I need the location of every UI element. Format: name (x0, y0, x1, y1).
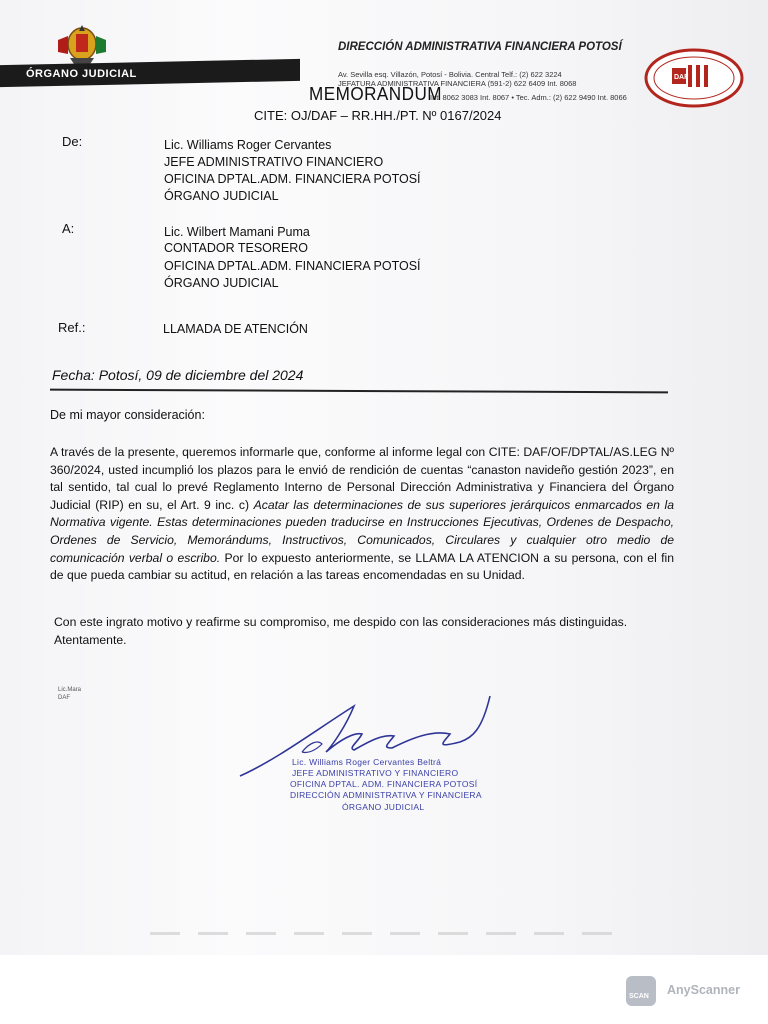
cite-number: CITE: OJ/DAF – RR.HH./PT. Nº 0167/2024 (254, 108, 502, 123)
initials-line: DAF (58, 695, 70, 701)
ref-value: LLAMADA DE ATENCIÓN (163, 322, 308, 336)
date-line: Fecha: Potosí, 09 de diciembre del 2024 (52, 367, 304, 383)
stamp-position: JEFE ADMINISTRATIVO Y FINANCIERO (292, 768, 459, 778)
initials (58, 686, 81, 702)
scanner-app-icon (626, 976, 656, 1006)
bolivia-coat-of-arms-icon (52, 22, 112, 68)
initials-line: Lic.Mara (58, 687, 82, 693)
svg-text:DAF: DAF (674, 74, 689, 81)
scanner-badge: SCAN (629, 993, 649, 1000)
body-text: Por lo expuesto anteriormente, se LLAMA LA ATENCION a su persona, con el fin de que pueda cambiar su actitud, en relación a las tareas encomendadas en su Unidad. (50, 550, 674, 583)
from-office: OFICINA DPTAL.ADM. FINANCIERA POTOSÍ (164, 172, 421, 186)
daf-seal-logo (644, 48, 744, 108)
closing-text: Con este ingrato motivo y reafirme su compromiso, me despido con las consideraciones más distinguidas. (54, 615, 628, 629)
address-line: Int. 8062 3083 Int. 8067 • Tec. Adm.: (2) 622 9490 Int. 8066 (430, 93, 627, 102)
stamp-office: OFICINA DPTAL. ADM. FINANCIERA POTOSÍ (290, 779, 478, 789)
to-position: CONTADOR TESORERO (164, 241, 308, 255)
body-text: A través de la presente, queremos informarle que, conforme al informe legal con CITE: DAF/OF/DPTAL/AS.LEG Nº 360/2024, usted incumplió los plazos para le envió de rendición de cuentas “canaston navideño gestión 2023”, en tal sentido, tal cual lo prevé Reglamento Interno de Personal Dirección Administrativa y Financiera del Órgano Judicial (RIP) en su, el Art. 9 inc. c) (50, 445, 674, 512)
stamp-name: Lic. Williams Roger Cervantes Beltrá (292, 757, 442, 767)
to-organ: ÓRGANO JUDICIAL (164, 276, 279, 290)
to-label: A: (62, 221, 75, 236)
body-quote: Acatar las determinaciones de sus superiores jerárquicos enmarcados en la Normativa vigente. Estas determinaciones pueden traducirse en Instrucciones Ejecutivas, Ordenes de Despacho, Ordenes de Servicio, Memorándums, Instructivos, Comunicados, Circulares y cualquier otro medio de comunicación verbal o escribo. (50, 497, 674, 565)
from-position: JEFE ADMINISTRATIVO FINANCIERO (164, 155, 384, 169)
org-label: ÓRGANO JUDICIAL (26, 68, 137, 80)
stamp-direction: DIRECCIÓN ADMINISTRATIVA Y FINANCIERA (290, 790, 482, 800)
address-line: JEFATURA ADMINISTRATIVA FINANCIERA (591-2) 622 6409 Int. 8068 (338, 79, 577, 88)
faded-footer-text (150, 932, 620, 935)
from-name: Lic. Williams Roger Cervantes (164, 138, 332, 152)
memo-title: MEMORANDUM (309, 84, 442, 104)
body-paragraph (50, 444, 674, 585)
greeting: De mi mayor consideración: (50, 408, 205, 422)
closing-paragraph (54, 614, 674, 649)
from-label: De: (62, 134, 83, 149)
stamp-organ: ÓRGANO JUDICIAL (342, 802, 425, 812)
to-name: Lic. Wilbert Mamani Puma (164, 225, 310, 239)
ref-label: Ref.: (58, 320, 86, 335)
scanner-brand: AnyScanner (667, 983, 740, 997)
direction-title: DIRECCIÓN ADMINISTRATIVA FINANCIERA POTOSÍ (338, 41, 622, 53)
to-office: OFICINA DPTAL.ADM. FINANCIERA POTOSÍ (164, 259, 421, 273)
regards-text: Atentamente. (54, 632, 127, 647)
from-organ: ÓRGANO JUDICIAL (164, 189, 279, 203)
address-line: Av. Sevilla esq. Villazón, Potosí - Bolivia. Central Telf.: (2) 622 3224 (338, 70, 562, 79)
